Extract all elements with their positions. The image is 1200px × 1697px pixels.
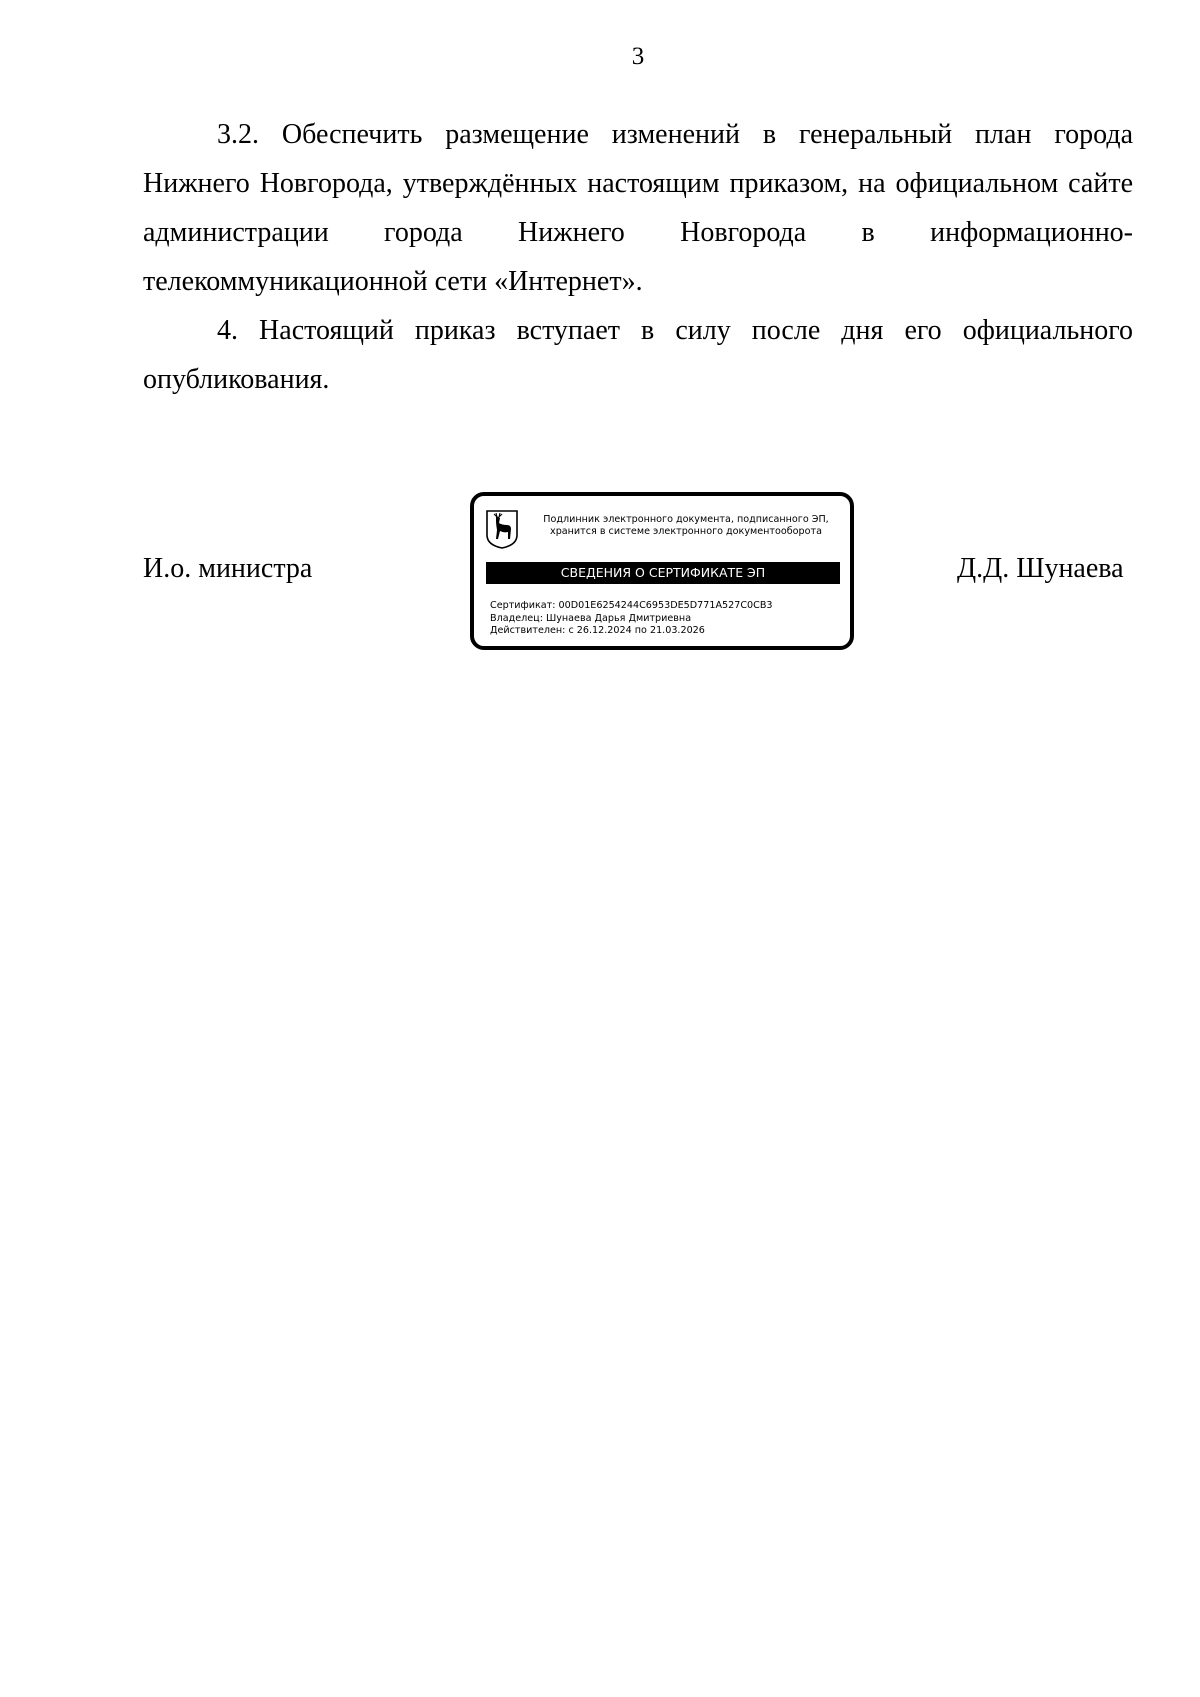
document-body [143,110,1133,404]
stamp-original-notice [522,514,850,538]
stamp-certificate-validity: Действителен: с 26.12.2024 по 21.03.2026 [490,625,705,636]
signer-name: Д.Д. Шунаева [957,553,1124,584]
stamp-certificate-banner: СВЕДЕНИЯ О СЕРТИФИКАТЕ ЭП [486,562,840,584]
stamp-certificate-number: Сертификат: 00D01E6254244C6953DE5D771A527C0CB3 [490,600,773,611]
stamp-certificate-details [490,600,773,638]
page-number: 3 [631,43,645,70]
paragraph-4: 4. Настоящий приказ вступает в силу после дня его официального опубликования. [143,315,1133,395]
stamp-original-line-2: хранится в системе электронного документооборота [550,526,822,537]
stamp-original-line-1: Подлинник электронного документа, подписанного ЭП, [543,514,829,525]
signer-title: И.о. министра [143,553,313,584]
electronic-signature-stamp [470,492,854,650]
stamp-certificate-owner: Владелец: Шунаева Дарья Дмитриевна [490,612,692,624]
paragraph-3-2: 3.2. Обеспечить размещение изменений в генеральный план города Нижнего Новгорода, утверждённых настоящим приказом, на официальном сайте администрации города Нижнего Новгорода в информационно-телекоммуникационной сети «Интернет». [143,119,1133,297]
deer-emblem-icon [485,509,519,549]
